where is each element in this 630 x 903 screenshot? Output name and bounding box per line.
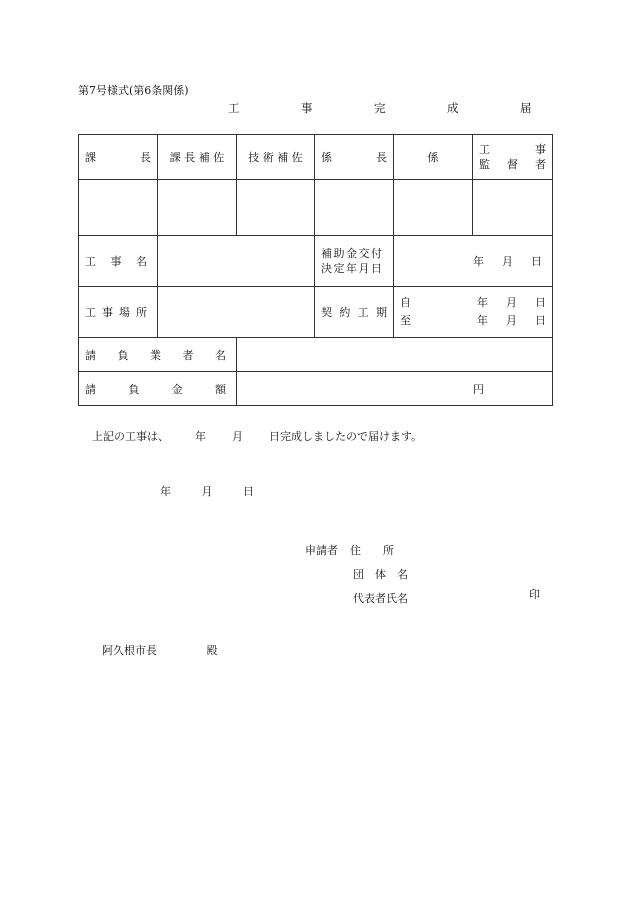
ukeoi-kingaku-row (79, 372, 553, 406)
stamp-box[interactable] (158, 180, 237, 236)
koji-basho-field[interactable] (158, 287, 315, 338)
group-name-label: 団 体 名 (353, 568, 408, 581)
koji-mei-field[interactable] (158, 236, 315, 287)
ukeoi-kingaku-field[interactable] (237, 372, 553, 406)
stamp-row (79, 180, 553, 236)
address-label: 住 所 (350, 544, 394, 557)
ukeoi-gyosha-label: 請 負 業 者 名 (79, 338, 237, 372)
applicant-label: 申請者 (305, 544, 338, 557)
document-title: 工 事 完 成 届 (228, 101, 557, 115)
to-label: 至 (400, 314, 411, 327)
approval-kantoku: 工 事 監 督 者 (473, 135, 553, 180)
completion-notice: 上記の工事は、 年 月 日完成しましたので届けます。 (92, 430, 423, 443)
ukeoi-gyosha-field[interactable] (237, 338, 553, 372)
approval-gijutsu-hosa: 技 術 補 佐 (237, 135, 315, 180)
keiyaku-koki-label: 契 約 工 期 (315, 287, 394, 338)
stamp-box[interactable] (394, 180, 473, 236)
ukeoi-kingaku-label: 請 負 金 額 (79, 372, 237, 406)
form-number: 第7号様式(第6条関係) (78, 84, 189, 97)
stamp-box[interactable] (315, 180, 394, 236)
from-label: 自 (400, 296, 411, 309)
hojokin-label: 補助金交付 決定年月日 (315, 236, 394, 287)
approval-kakari: 係 (394, 135, 473, 180)
hojokin-date-field[interactable]: 年 月 日 (394, 236, 553, 287)
form-table (78, 134, 553, 406)
yen-unit: 円 (473, 382, 484, 396)
approval-ka-cho-hosa: 課 長 補 佐 (158, 135, 237, 180)
representative-label: 代表者氏名 (353, 592, 408, 605)
approval-header-row (79, 135, 553, 180)
keiyaku-koki-field[interactable]: 自 年 月 日 至 年 月 日 (394, 287, 553, 338)
koji-basho-label: 工 事 場 所 (79, 287, 158, 338)
approval-kakari-cho: 係 長 (315, 135, 394, 180)
seal-mark: 印 (529, 588, 540, 601)
submission-date: 年 月 日 (160, 485, 254, 498)
addressee: 阿久根市長 殿 (102, 644, 218, 657)
stamp-box[interactable] (79, 180, 158, 236)
stamp-box[interactable] (473, 180, 553, 236)
koji-basho-row (79, 287, 553, 338)
ukeoi-gyosha-row (79, 338, 553, 372)
applicant-block (305, 538, 408, 610)
stamp-box[interactable] (237, 180, 315, 236)
koji-mei-label: 工 事 名 (79, 236, 158, 287)
approval-ka-cho: 課 長 (79, 135, 158, 180)
koji-mei-row (79, 236, 553, 287)
